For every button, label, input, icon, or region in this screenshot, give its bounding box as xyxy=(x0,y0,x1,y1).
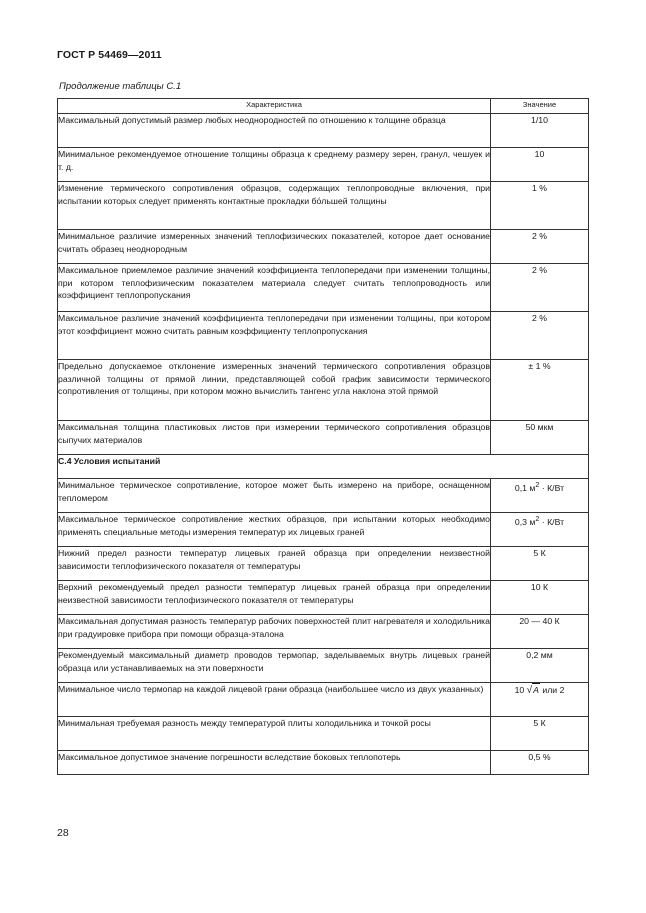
row-characteristic: Максимальная толщина пластиковых листов при измерении термического сопротивления образцов сыпучих материалов xyxy=(58,421,491,455)
column-header-value: Значение xyxy=(491,99,589,114)
row-characteristic: Верхний рекомендуемый предел разности температур лицевых граней образца при определении неизвестной зависимости теплофизического показателя от температуры xyxy=(58,581,491,615)
row-characteristic: Максимальный допустимый размер любых неоднородностей по отношению к толщине образца xyxy=(58,114,491,148)
row-value: 5 К xyxy=(491,717,589,751)
row-value xyxy=(491,479,589,513)
table-row xyxy=(58,182,589,230)
row-value: 2 % xyxy=(491,264,589,312)
parameters-table xyxy=(57,98,589,775)
page-number: 28 xyxy=(57,827,69,839)
row-characteristic: Рекомендуемый максимальный диаметр проводов термопар, заделываемых внутрь лицевых граней образца или устанавливаемых на эти поверхности xyxy=(58,649,491,683)
row-value: 1/10 xyxy=(491,114,589,148)
table-row xyxy=(58,717,589,751)
row-characteristic: Минимальное различие измеренных значений теплофизических показателей, которое дает основание считать образец неоднородным xyxy=(58,230,491,264)
value-unit: · К/Вт xyxy=(539,482,565,493)
value-text: 0,3 м xyxy=(514,516,536,527)
table-row xyxy=(58,751,589,775)
section-row xyxy=(58,455,589,479)
table-row xyxy=(58,513,589,547)
sqrt-radicand: A xyxy=(533,685,539,695)
row-characteristic: Максимальное приемлемое различие значений коэффициента теплопередачи при изменении толщины, при котором теплофизическим показателем материала следует считать теплопроводность или коэффициент теплопропускания xyxy=(58,264,491,312)
table-row xyxy=(58,479,589,513)
row-value xyxy=(491,683,589,717)
value-text: 10 xyxy=(514,685,525,695)
row-characteristic: Предельно допускаемое отклонение измеренных значений термического сопротивления образцов различной толщины от прямой линии, представляющей собой график зависимости термического сопротивления от толщины, при котором можно вычислить тангенс угла наклона этой прямой xyxy=(58,360,491,421)
table-header-row xyxy=(58,99,589,114)
row-characteristic: Максимальное термическое сопротивление жестких образцов, при испытании которых необходимо применять специальные методы измерения температур их лицевых граней xyxy=(58,513,491,547)
square-root xyxy=(527,683,540,698)
sqrt-sign-icon: √ xyxy=(526,685,533,696)
row-value: 2 % xyxy=(491,230,589,264)
table-row xyxy=(58,114,589,148)
table-row xyxy=(58,421,589,455)
row-value: 5 К xyxy=(491,547,589,581)
value-superscript: 2 xyxy=(535,480,540,489)
table-row xyxy=(58,547,589,581)
row-characteristic: Нижний предел разности температур лицевых граней образца при определении неизвестной зависимости теплофизического показателя от температуры xyxy=(58,547,491,581)
document-header: ГОСТ Р 54469—2011 xyxy=(57,49,162,61)
section-title: С.4 Условия испытаний xyxy=(58,455,589,479)
value-superscript: 2 xyxy=(535,514,540,523)
column-header-characteristic: Характеристика xyxy=(58,99,491,114)
row-characteristic: Минимальная требуемая разность между температурой плиты холодильника и точкой росы xyxy=(58,717,491,751)
row-value: 20 — 40 К xyxy=(491,615,589,649)
table-row xyxy=(58,649,589,683)
table-row xyxy=(58,683,589,717)
row-value: 2 % xyxy=(491,312,589,360)
row-value: 1 % xyxy=(491,182,589,230)
row-value: 10 xyxy=(491,148,589,182)
table-row xyxy=(58,230,589,264)
table-row xyxy=(58,148,589,182)
row-characteristic: Максимальное допустимое значение погрешности вследствие боковых теплопотерь xyxy=(58,751,491,775)
table-row xyxy=(58,615,589,649)
row-characteristic: Минимальное термическое сопротивление, которое может быть измерено на приборе, оснащенном тепломером xyxy=(58,479,491,513)
table-row xyxy=(58,360,589,421)
value-unit: или 2 xyxy=(539,685,565,695)
row-value: 50 мкм xyxy=(491,421,589,455)
value-text: 0,1 м xyxy=(514,482,536,493)
row-value: ± 1 % xyxy=(491,360,589,421)
row-characteristic: Изменение термического сопротивления образцов, содержащих теплопроводные включения, при испытании которых следует применять контактные прокладки бόльшей толщины xyxy=(58,182,491,230)
table-caption: Продолжение таблицы С.1 xyxy=(59,81,182,92)
table-row xyxy=(58,264,589,312)
row-characteristic: Максимальная допустимая разность температур рабочих поверхностей плит нагревателя и холодильника при градуировке прибора при помощи образца-эталона xyxy=(58,615,491,649)
value-unit: · К/Вт xyxy=(539,516,565,527)
row-value: 10 К xyxy=(491,581,589,615)
row-value: 0,5 % xyxy=(491,751,589,775)
row-value xyxy=(491,513,589,547)
row-characteristic: Минимальное рекомендуемое отношение толщины образца к среднему размеру зерен, гранул, чешуек и т. д. xyxy=(58,148,491,182)
row-value: 0,2 мм xyxy=(491,649,589,683)
table-row xyxy=(58,312,589,360)
row-characteristic: Минимальное число термопар на каждой лицевой грани образца (наибольшее число из двух указанных) xyxy=(58,683,491,717)
row-characteristic: Максимальное различие значений коэффициента теплопередачи при изменении толщины, при котором этот коэффициент можно считать равным коэффициенту теплопропускания xyxy=(58,312,491,360)
table-row xyxy=(58,581,589,615)
